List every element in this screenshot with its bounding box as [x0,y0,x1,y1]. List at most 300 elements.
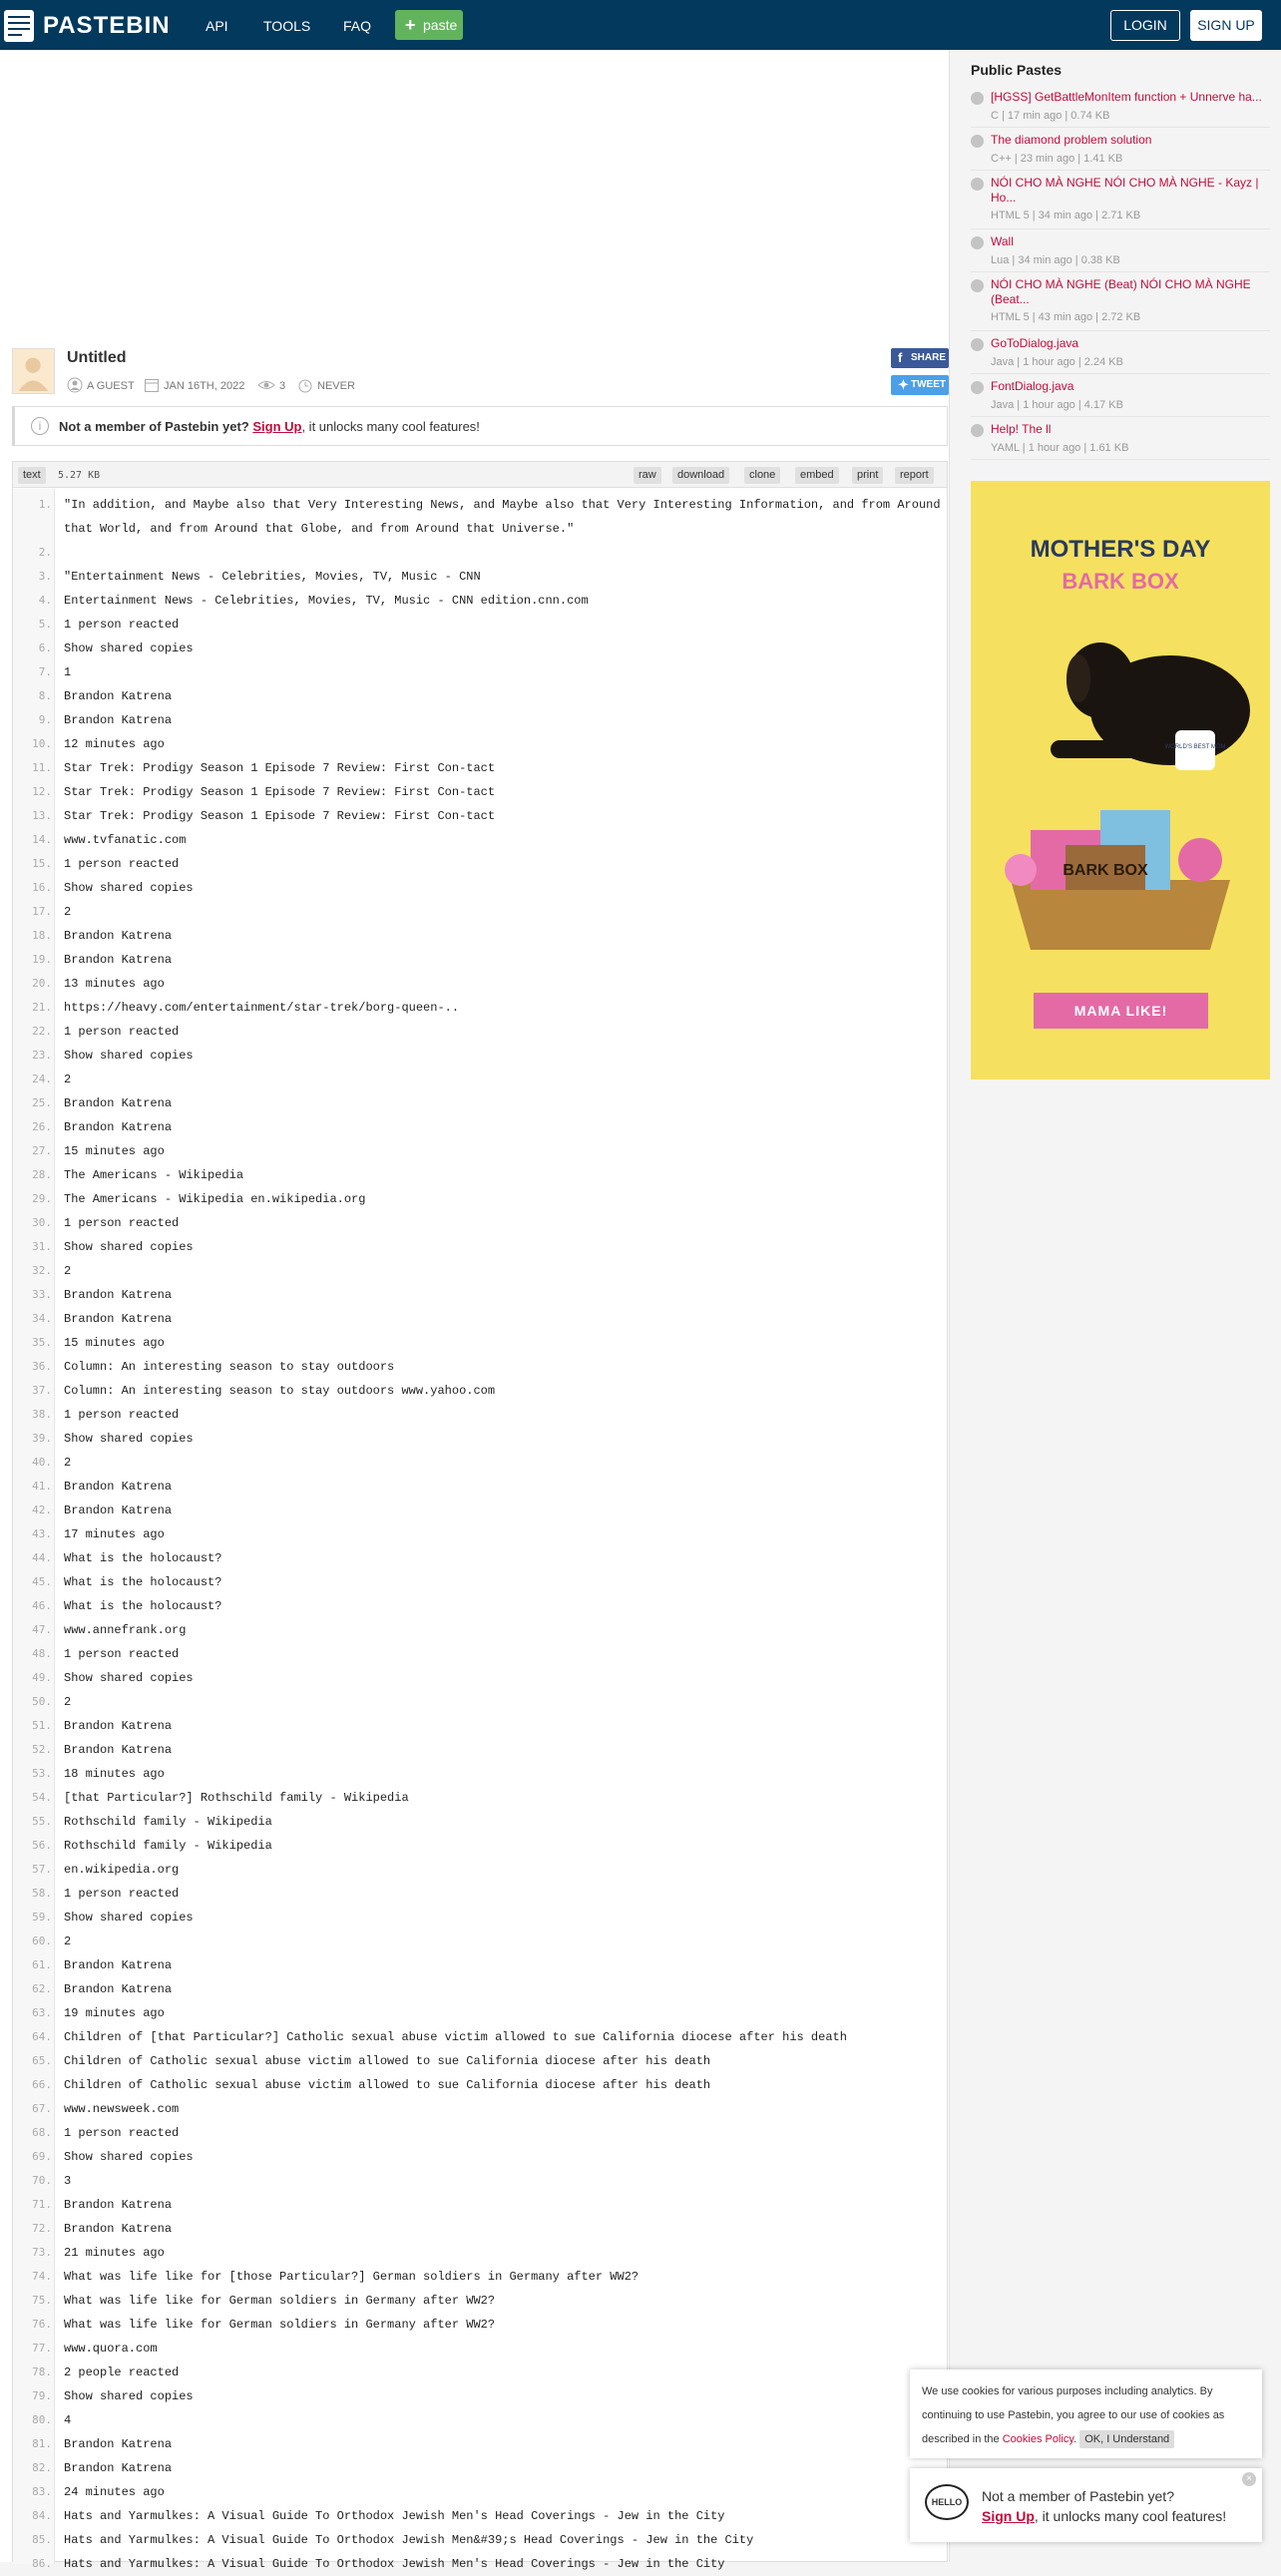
code-line [13,2384,947,2408]
line-text: Show shared copies [64,1049,194,1063]
code-line [13,1786,947,1810]
code-line [13,1020,947,1044]
line-number: 49. [32,1671,52,1684]
line-number: 56. [32,1839,52,1852]
line-text: Column: An interesting season to stay outdoors www.yahoo.com [64,1384,496,1398]
line-text: 21 minutes ago [64,2246,165,2260]
cookie-ok-button[interactable]: OK, I Understand [1079,2430,1174,2448]
line-text: 12 minutes ago [64,737,165,751]
share-label: SHARE [911,352,947,363]
line-number: 53. [32,1767,52,1780]
line-number: 30. [32,1216,52,1229]
line-number: 7. [38,665,52,678]
public-paste-title[interactable]: FontDialog.java [991,379,1074,393]
line-number: 34. [32,1312,52,1325]
code-line [13,2408,947,2432]
code-line [13,1187,947,1211]
line-number: 31. [32,1240,52,1253]
code-line [13,2217,947,2241]
embed-button[interactable]: embed [795,467,839,484]
line-number: 65. [32,2054,52,2067]
line-text: What is the holocaust? [64,1599,222,1613]
notice-signup-link[interactable]: Sign Up [252,419,302,434]
line-text: 3 [64,2174,72,2188]
code-line [13,1499,947,1522]
line-text: 15 minutes ago [64,1336,165,1350]
code-line [13,2025,947,2049]
code-line [13,1115,947,1139]
code-line [13,1953,947,1977]
line-text: 2 [64,1934,72,1948]
line-text: 24 minutes ago [64,2485,165,2499]
globe-icon [971,92,984,105]
code-line [13,1977,947,2001]
code-line [13,756,947,780]
code-line [13,1570,947,1594]
line-text: 2 [64,905,72,919]
code-line [13,2480,947,2504]
line-text: Brandon Katrena [64,1743,173,1757]
line-number: 15. [32,857,52,870]
mug-text: WORLD'S BEST MOM [1164,744,1226,750]
public-paste-meta: Lua | 34 min ago | 0.38 KB [991,254,1120,266]
box-text: BARK BOX [1063,862,1148,879]
line-text: 1 person reacted [64,1887,180,1901]
line-text: Brandon Katrena [64,689,173,703]
public-paste-title[interactable]: Wall [991,234,1014,248]
public-paste-title[interactable]: The diamond problem solution [991,133,1152,147]
line-number: 45. [32,1575,52,1588]
cookie-banner [910,2369,1262,2458]
expire-value: NEVER [317,380,355,392]
line-number: 6. [38,642,52,654]
line-number: 22. [32,1025,52,1038]
line-number: 83. [32,2485,52,2498]
line-number: 24. [32,1073,52,1085]
sidebar-divider [949,50,950,2562]
report-button[interactable]: report [895,467,934,484]
line-number: 25. [32,1096,52,1109]
nav-tools[interactable]: TOOLS [263,18,311,34]
public-paste-item[interactable] [971,277,1270,331]
line-number: 70. [32,2174,52,2187]
public-paste-item[interactable] [971,234,1270,272]
line-number: 32. [32,1264,52,1277]
line-number: 75. [32,2294,52,2307]
ad-headline: MOTHER'S DAY [1030,536,1211,563]
code-line [13,684,947,708]
cookies-policy-link[interactable]: Cookies Policy [1002,2433,1074,2445]
public-paste-item[interactable] [971,90,1270,128]
line-number: 67. [32,2102,52,2115]
code-line [13,1283,947,1307]
code-line [13,2241,947,2265]
code-line [13,1546,947,1570]
top-header [0,0,1281,50]
line-number: 33. [32,1288,52,1301]
line-number: 85. [32,2533,52,2546]
line-number: 3. [38,570,52,583]
line-number: 43. [32,1527,52,1540]
public-paste-title[interactable]: NÓI CHO MÀ NGHE (Beat) NÓI CHO MÀ NGHE (Beat... [991,277,1251,306]
code-line [13,1091,947,1115]
public-paste-meta: HTML 5 | 43 min ago | 2.72 KB [991,311,1141,323]
syntax-tag[interactable]: text [18,467,46,484]
public-paste-title[interactable]: Help! The ll [991,422,1052,436]
line-text: Show shared copies [64,2389,194,2403]
code-line [13,2001,947,2025]
line-number: 5. [38,618,52,631]
eye-icon [257,377,275,393]
line-number: 61. [32,1958,52,1971]
line-number: 47. [32,1623,52,1636]
facebook-share-button[interactable] [891,348,949,368]
views-value: 3 [279,380,286,392]
line-text: Hats and Yarmulkes: A Visual Guide To Orthodox Jewish Men's Head Coverings - Jew in the City [64,2509,725,2523]
code-line [13,2361,947,2384]
line-number: 63. [32,2006,52,2019]
facebook-icon: f [898,350,903,365]
code-line [13,2528,947,2552]
line-text: 2 [64,1073,72,1086]
line-number: 57. [32,1863,52,1876]
code-line [13,1666,947,1690]
hello-bubble-icon: HELLO [925,2484,969,2520]
line-text: Children of Catholic sexual abuse victim allowed to sue California diocese after his death [64,2054,711,2068]
calendar-icon [144,377,160,393]
line-number: 54. [32,1791,52,1804]
line-text: The Americans - Wikipedia en.wikipedia.org [64,1192,366,1206]
code-line [13,924,947,948]
code-line [13,2313,947,2337]
globe-icon [971,135,984,148]
code-line [13,732,947,756]
line-text: Star Trek: Prodigy Season 1 Episode 7 Review: First Con-tact [64,761,496,775]
code-line [13,1475,947,1499]
code-line [13,2097,947,2121]
clone-button[interactable]: clone [744,467,780,484]
line-number: 8. [38,689,52,702]
code-line [13,2049,947,2073]
date-value: JAN 16TH, 2022 [164,380,245,392]
public-paste-meta: HTML 5 | 34 min ago | 2.71 KB [991,210,1141,221]
popup-line1: Not a member of Pastebin yet? [982,2488,1174,2504]
line-number: 52. [32,1743,52,1756]
line-number: 14. [32,833,52,846]
line-number: 50. [32,1695,52,1708]
code-line [13,2504,947,2528]
line-text: Entertainment News - Celebrities, Movies, TV, Music - CNN edition.cnn.com [64,594,589,608]
code-line [13,1068,947,1091]
line-text: What is the holocaust? [64,1551,222,1565]
line-text: 17 minutes ago [64,1527,165,1541]
line-number: 82. [32,2461,52,2474]
line-number: 79. [32,2389,52,2402]
code-line [13,1690,947,1714]
code-line [13,2289,947,2313]
code-line [13,493,947,541]
globe-icon [971,424,984,437]
line-text: The Americans - Wikipedia [64,1168,244,1182]
code-line [13,708,947,732]
line-text: Brandon Katrena [64,2437,173,2451]
code-line [13,1882,947,1906]
line-number: 48. [32,1647,52,1660]
code-line [13,637,947,660]
line-number: 20. [32,977,52,990]
brand-name[interactable]: PASTEBIN [43,12,171,39]
line-number: 29. [32,1192,52,1205]
globe-icon [971,236,984,249]
public-paste-item[interactable] [971,422,1270,460]
code-line [13,1379,947,1403]
line-number: 86. [32,2557,52,2570]
code-line [13,1044,947,1068]
code-line [13,2169,947,2193]
line-text-wrap: that World, and from Around that Globe, and from Around that Universe." [64,522,575,536]
line-text: Column: An interesting season to stay outdoors [64,1360,395,1374]
line-text: Show shared copies [64,1911,194,1925]
line-text: Children of [that Particular?] Catholic sexual abuse victim allowed to sue California diocese after his death [64,2030,847,2044]
public-paste-title[interactable]: NÓI CHO MÀ NGHE NÓI CHO MÀ NGHE - Kayz | Ho... [991,176,1259,205]
code-line [13,2432,947,2456]
line-text: 19 minutes ago [64,2006,165,2020]
line-number: 44. [32,1551,52,1564]
nav-faq[interactable]: FAQ [343,18,372,34]
line-number: 62. [32,1982,52,1995]
pastebin-logo-icon[interactable] [2,6,36,44]
code-line [13,1403,947,1427]
line-number: 40. [32,1456,52,1469]
code-line [13,804,947,828]
code-lines [13,493,947,2576]
line-text: Show shared copies [64,1432,194,1446]
line-text: Brandon Katrena [64,2198,173,2212]
ad-cta-button[interactable]: MAMA LIKE! [1034,993,1208,1029]
line-text: "Entertainment News - Celebrities, Movies, TV, Music - CNN [64,570,481,584]
line-text: Brandon Katrena [64,1480,173,1494]
code-line [13,1163,947,1187]
nav-api[interactable]: API [206,18,228,34]
new-paste-label: paste [423,17,458,33]
line-number: 4. [38,594,52,607]
public-paste-meta: YAML | 1 hour ago | 1.61 KB [991,442,1129,454]
paste-code-box [12,461,948,2571]
line-number: 71. [32,2198,52,2211]
code-line [13,828,947,852]
line-number: 39. [32,1432,52,1445]
public-paste-item[interactable] [971,379,1270,417]
popup-signup-link[interactable]: Sign Up [982,2508,1035,2524]
line-number: 58. [32,1887,52,1900]
public-paste-meta: C++ | 23 min ago | 1.41 KB [991,153,1123,165]
code-line [13,1355,947,1379]
line-number: 77. [32,2342,52,2355]
line-text: What was life like for [those Particular?] German soldiers in Germany after WW2? [64,2270,640,2284]
code-line [13,996,947,1020]
line-text: Hats and Yarmulkes: A Visual Guide To Orthodox Jewish Men&#39;s Head Coverings - Jew in the City [64,2533,754,2547]
code-line [13,2265,947,2289]
code-line [13,1307,947,1331]
code-line [13,1618,947,1642]
line-text: Rothschild family - Wikipedia [64,1839,272,1853]
line-text: Brandon Katrena [64,929,173,943]
line-text: www.newsweek.com [64,2102,180,2116]
line-text: https://heavy.com/entertainment/star-trek/borg-queen-.. [64,1001,460,1015]
code-line [13,780,947,804]
signup-button[interactable]: SIGN UP [1190,10,1262,41]
code-line [13,1594,947,1618]
paste-size: 5.27 KB [58,470,101,481]
code-line [13,876,947,900]
code-line [13,1235,947,1259]
line-text: 1 person reacted [64,2126,180,2140]
line-number: 41. [32,1480,52,1493]
globe-icon [971,178,984,191]
code-line [13,2145,947,2169]
line-number: 26. [32,1120,52,1133]
public-paste-item[interactable] [971,336,1270,374]
code-line [13,2552,947,2576]
line-number: 66. [32,2078,52,2091]
line-number: 13. [32,809,52,822]
line-number: 23. [32,1049,52,1062]
line-text: 1 person reacted [64,1025,180,1039]
line-text: en.wikipedia.org [64,1863,180,1877]
line-text: Star Trek: Prodigy Season 1 Episode 7 Review: First Con-tact [64,809,496,823]
line-number: 42. [32,1503,52,1516]
code-line [13,852,947,876]
line-number: 78. [32,2365,52,2378]
ad-illustration [971,621,1270,960]
line-text: What was life like for German soldiers in Germany after WW2? [64,2318,496,2332]
notice-bold: Not a member of Pastebin yet? [59,419,249,434]
line-text: Brandon Katrena [64,1503,173,1517]
line-text: Brandon Katrena [64,1312,173,1326]
plus-icon: + [405,15,416,35]
line-number: 64. [32,2030,52,2043]
code-toolbar [13,462,947,488]
code-line [13,1642,947,1666]
raw-button[interactable]: raw [634,467,661,484]
line-text: Brandon Katrena [64,1719,173,1733]
line-text: Show shared copies [64,642,194,655]
line-text: What is the holocaust? [64,1575,222,1589]
signup-popup [910,2468,1262,2542]
line-number: 59. [32,1911,52,1924]
line-text: Show shared copies [64,1671,194,1685]
line-text: www.quora.com [64,2342,158,2356]
line-text: 1 person reacted [64,1216,180,1230]
line-number: 80. [32,2413,52,2426]
paste-title: Untitled [67,349,127,366]
line-text: 2 [64,1695,72,1709]
code-line [13,1906,947,1930]
code-line [13,2337,947,2361]
line-text: 2 people reacted [64,2365,180,2379]
close-icon[interactable]: × [1242,2472,1256,2486]
code-line [13,1714,947,1738]
line-number: 73. [32,2246,52,2259]
line-text: Brandon Katrena [64,1958,173,1972]
download-button[interactable]: download [672,467,729,484]
new-paste-button[interactable] [395,10,463,40]
globe-icon [971,338,984,351]
line-text: Children of Catholic sexual abuse victim allowed to sue California diocese after his death [64,2078,711,2092]
code-line [13,565,947,589]
author-name[interactable]: A GUEST [87,380,135,392]
line-text: Brandon Katrena [64,953,173,967]
line-text: Show shared copies [64,2150,194,2164]
public-paste-meta: C | 17 min ago | 0.74 KB [991,110,1110,122]
line-text: 2 [64,1264,72,1278]
barkbox-ad[interactable] [971,481,1270,1079]
public-paste-title[interactable]: GoToDialog.java [991,336,1079,350]
line-text: Brandon Katrena [64,1982,173,1996]
line-text: 1 person reacted [64,1408,180,1422]
line-text: [that Particular?] Rothschild family - Wikipedia [64,1791,409,1805]
line-text: 18 minutes ago [64,1767,165,1781]
public-paste-item[interactable] [971,133,1270,171]
line-text: 1 person reacted [64,857,180,871]
code-line [13,2456,947,2480]
line-number: 72. [32,2222,52,2235]
code-line [13,1522,947,1546]
ad-brand: BARK BOX [1062,569,1179,594]
notice-text [59,419,480,434]
public-paste-title[interactable]: [HGSS] GetBattleMonItem function + Unnerve ha... [991,90,1262,104]
line-text: Show shared copies [64,1240,194,1254]
line-text: 1 [64,665,72,679]
line-text: 13 minutes ago [64,977,165,991]
code-line [13,2073,947,2097]
public-paste-meta: Java | 1 hour ago | 2.24 KB [991,356,1123,368]
line-number: 74. [32,2270,52,2283]
line-number: 35. [32,1336,52,1349]
login-button[interactable]: LOGIN [1110,10,1180,41]
line-text: 4 [64,2413,72,2427]
line-number: 81. [32,2437,52,2450]
line-number: 84. [32,2509,52,2522]
code-line [13,1810,947,1834]
user-icon [67,377,83,393]
code-line [13,1738,947,1762]
line-text: Brandon Katrena [64,2461,173,2475]
line-text: Brandon Katrena [64,1120,173,1134]
code-line [13,948,947,972]
twitter-tweet-button[interactable] [891,375,949,395]
line-number: 10. [32,737,52,750]
code-line [13,1331,947,1355]
guest-avatar [12,348,55,394]
code-line [13,1762,947,1786]
code-line [13,1930,947,1953]
code-line [13,1858,947,1882]
tweet-label: TWEET [911,379,946,390]
notice-rest: , it unlocks many cool features! [301,419,480,434]
line-text: www.tvfanatic.com [64,833,187,847]
line-text: 2 [64,1456,72,1470]
popup-line2 [982,2508,1226,2524]
public-paste-item[interactable] [971,176,1270,229]
print-button[interactable]: print [852,467,883,484]
cookie-text: We use cookies for various purposes including analytics. By continuing to use Pastebin, you agree to our use of cookies as described in the Cookies Policy. OK, I Understand [922,2379,1256,2451]
line-text: 15 minutes ago [64,1144,165,1158]
line-number: 76. [32,2318,52,2331]
line-number: 16. [32,881,52,894]
line-number: 11. [32,761,52,774]
line-number: 51. [32,1719,52,1732]
